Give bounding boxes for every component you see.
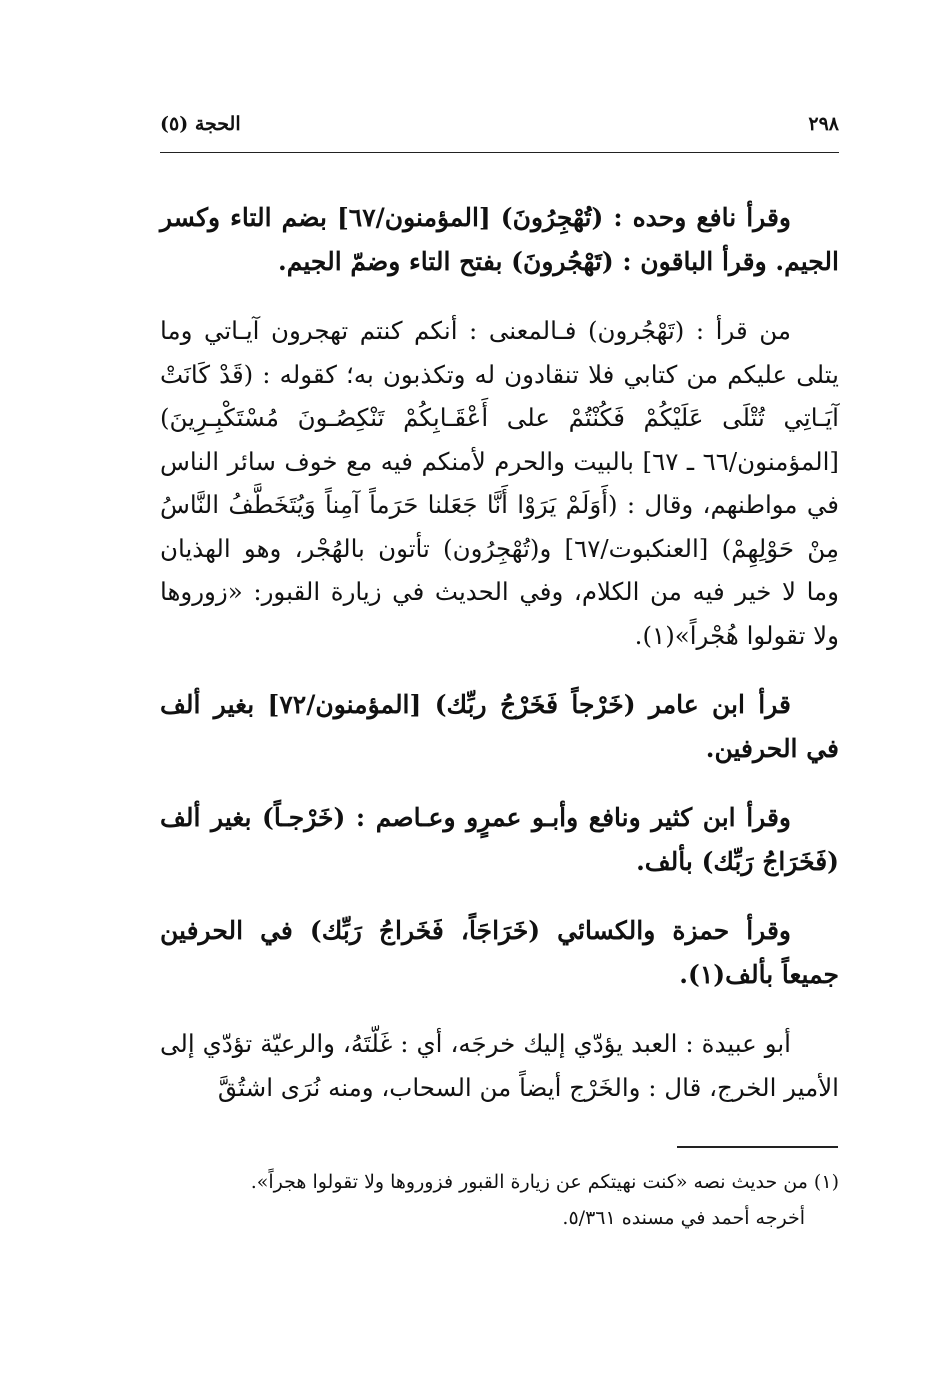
paragraph-hamza-reading: وقرأ حمزة والكسائي (خَرَاجَاً، فَخَراجُ رَبِّك) في الحرفين جميعاً بألف(١).	[160, 916, 839, 989]
main-text	[160, 196, 839, 1135]
header-rule	[160, 152, 839, 153]
footnote-1-source: أخرجه أحمد في مسنده ٥/٣٦١.	[562, 1207, 805, 1229]
paragraph-meaning: من قرأ : (تَهْجُرون) فـالمعنى : أنكم كنتم تهجرون آيـاتي وما يتلى عليكم من كتابي فلا تنقادون له وتكذبون به؛ كقوله : (قَدْ كَانَتْ آيَـاتِي تُتْلَى عَلَيْكُمْ فَكُنْتُمْ على أَعْقَـابِكُمْ تَنْكِصُـونَ مُسْتَكْبِـرِينَ) [المؤمنون/٦٦ ـ ٦٧] بالبيت والحرم لأمنكم فيه مع خوف سائر الناس في مواطنهم، وقال : (أَوَلَمْ يَرَوْا أَنَّا جَعَلنا حَرَماً آمِناً وَيُتَخَطَّفُ النَّاسُ مِنْ حَوْلِهِمْ) [العنكبوت/٦٧] و(تُهْجِرُون) تأتون بالهُجْر، وهو الهذيان وما لا خير فيه من الكلام، وفي الحديث في زيارة القبور: «زوروها ولا تقولوا هُجْراً»(١).	[160, 316, 840, 650]
page-header	[160, 113, 839, 149]
footnote-rule	[677, 1146, 838, 1148]
paragraph-ibn-amir-reading: قرأ ابن عامر (خَرْجاً فَخَرْجُ ربِّك) [المؤمنون/٧٢] بغير ألف في الحرفين.	[160, 690, 839, 763]
paragraph-abu-ubayda: أبو عبيدة : العبد يؤدّي إليك خرجَه، أي : غَلّتَهُ، والرعيّة تؤدّي إلى الأمير الخرج، قال : والخَرْج أيضاً من السحاب، ومنه نُرَى اشتُقَّ	[160, 1029, 839, 1102]
running-title: الحجة (٥)	[160, 113, 241, 135]
paragraph-nafi-reading: وقرأ نافع وحده : (تُهْجِرُونَ) [المؤمنون/٦٧] بضم التاء وكسر الجيم. وقرأ الباقون : (تَهْجُرونَ) بفتح التاء وضمّ الجيم.	[160, 203, 839, 276]
footnotes	[160, 1164, 839, 1236]
footnote-1: (١) من حديث نصه «كنت نهيتكم عن زيارة القبور فزوروها ولا تقولوا هجراً».	[250, 1171, 839, 1193]
page-number: ٢٩٨	[808, 113, 839, 135]
paragraph-ibn-kathir-reading: وقرأ ابن كثير ونافع وأبـو عمرٍو وعـاصم : (خَرْجـاً) بغير ألف (فَخَرَاجُ رَبِّك) بألف.	[160, 803, 839, 876]
